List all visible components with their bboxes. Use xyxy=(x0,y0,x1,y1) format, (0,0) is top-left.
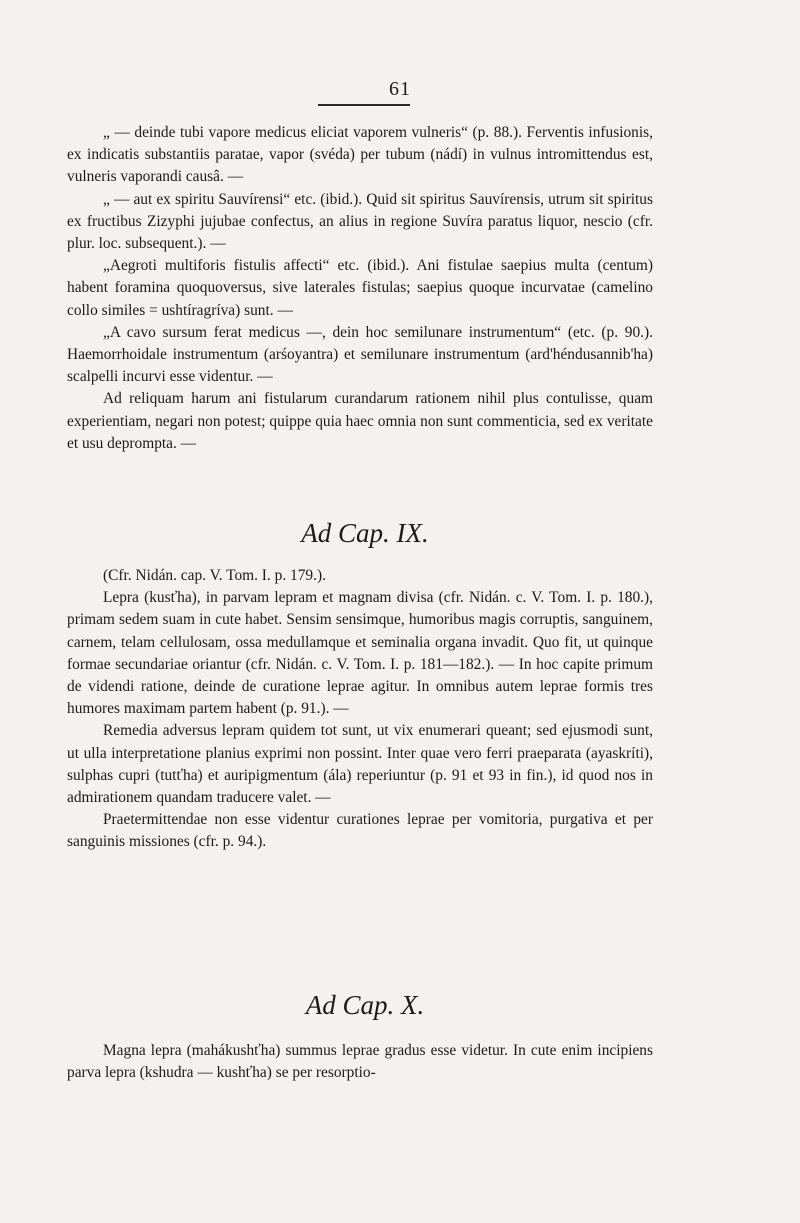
chapter-ix-section xyxy=(67,565,653,854)
paragraph: „Aegroti multiforis fistulis affecti“ etc. (ibid.). Ani fistulae saepius multa (centum) habent foramina quoquoversus, sive laterales fistulas; saepius quoque incurvatae (camelino collo similes = ushtíragríva) sunt. — xyxy=(67,257,653,319)
chapter-x-section xyxy=(67,1040,653,1084)
paragraph: Praetermittendae non esse videntur curationes leprae per vomitoria, purgativa et per sanguinis missiones (cfr. p. 94.). xyxy=(67,811,653,851)
paragraph: Ad reliquam harum ani fistularum curandarum rationem nihil plus contulisse, quam experientiam, negari non potest; quippe quia haec omnia non sunt commenticia, sed ex veritate et usu deprompta. — xyxy=(67,390,653,452)
intro-section xyxy=(67,122,653,455)
chapter-ix-heading: Ad Cap. IX. xyxy=(301,518,429,548)
page-number: 61 xyxy=(389,78,411,100)
paragraph: „ — deinde tubi vapore medicus eliciat vaporem vulneris“ (p. 88.). Ferventis infusionis, ex indicatis substantiis paratae, vapor (svéda) per tubum (nádí) in vulnus intromittendus est, vulneris vaporandi causâ. — xyxy=(67,124,653,186)
paragraph: (Cfr. Nidán. cap. V. Tom. I. p. 179.). xyxy=(103,567,326,584)
paragraph: Lepra (kusťha), in parvam lepram et magnam divisa (cfr. Nidán. c. V. Tom. I. p. 180.), primam sedem suam in cute habet. Sensim sensimque, humoribus magis corruptis, sanguinem, carnem, telam cellulosam, ossa medullamque et seminalia organa invadit. Quo fit, ut quinque formae secundariae oriantur (cfr. Nidán. c. V. Tom. I. p. 181—182.). — In hoc capite primum de videndi ratione, deinde de curatione leprae agitur. In omnibus autem leprae formis tres humores maximam partem habent (p. 91.). — xyxy=(67,589,653,718)
chapter-x-heading: Ad Cap. X. xyxy=(305,990,425,1020)
header-rule xyxy=(318,104,410,106)
paragraph: Magna lepra (mahákushťha) summus leprae gradus esse videtur. In cute enim incipiens parva lepra (kshudra — kushťha) se per resorptio- xyxy=(67,1042,653,1082)
paragraph: Remedia adversus lepram quidem tot sunt, ut vix enumerari queant; sed ejusmodi sunt, ut ulla interpretatione planius exprimi non possint. Inter quae vero ferri praeparata (ayaskríti), sulphas cupri (tutťha) et auripigmentum (ála) reperiuntur (p. 91 et 93 in fin.), id quod nos in admirationem quandam traducere valet. — xyxy=(67,722,653,807)
paragraph: „ — aut ex spiritu Sauvírensi“ etc. (ibid.). Quid sit spiritus Sauvírensis, utrum sit spiritus ex fructibus Zizyphi jujubae confectus, an alius in regione Suvíra paratus liquor, nescio (cfr. plur. loc. subsequent.). — xyxy=(67,190,653,253)
paragraph: „A cavo sursum ferat medicus —, dein hoc semilunare instrumentum“ (etc. (p. 90.). Haemorrhoidale instrumentum (arśoyantra) et semilunare instrumentum (ard'héndusannib'ha) scalpelli incurvi esse videntur. — xyxy=(67,323,653,386)
